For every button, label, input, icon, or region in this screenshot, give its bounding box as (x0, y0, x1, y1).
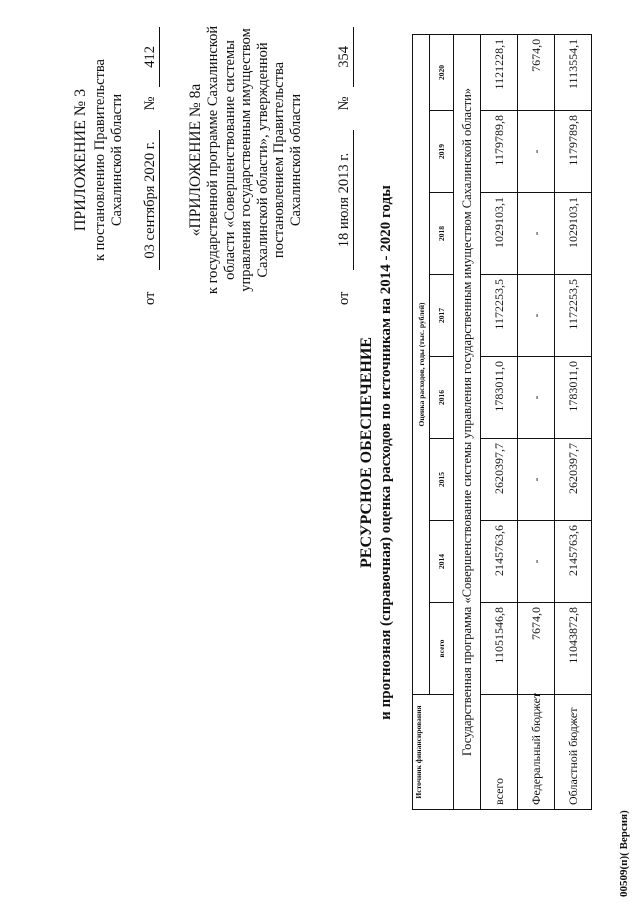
cell-value: - (518, 521, 555, 603)
appendix-8a-number: 354 (336, 27, 354, 87)
appendix-8a-line-4: Сахалинской области», утвержденной (254, 42, 271, 278)
appendix-3-line-2: Сахалинской области (108, 93, 125, 227)
column-header: 2015 (430, 439, 454, 521)
resource-table (412, 34, 592, 810)
appendix-3-date-line (142, 27, 160, 305)
appendix-8a-line-5: постановлением Правительства (271, 61, 287, 259)
document-title: РЕСУРСНОЕ ОБЕСПЕЧЕНИЕ (358, 337, 375, 568)
cell-value: 11051546,8 (481, 603, 518, 695)
cell-value: 2145763,6 (481, 521, 518, 603)
column-header: 2014 (430, 521, 454, 603)
appendix-3-line-1: к постановлению Правительства (92, 59, 108, 261)
appendix-3-number: 412 (142, 27, 160, 87)
cell-value: 2145763,6 (555, 521, 592, 603)
cell-value: 1179789,8 (555, 111, 592, 193)
cell-value: 1783011,0 (555, 357, 592, 439)
cell-value: 1172253,5 (555, 275, 592, 357)
table-row (518, 34, 555, 809)
appendix-8a-line-1: к государственной программе Сахалинской (205, 25, 221, 295)
cell-value: - (518, 193, 555, 275)
cell-value: 2620397,7 (555, 439, 592, 521)
row-label: Областной бюджет (555, 695, 592, 810)
program-name: Государственная программа «Совершенствование системы управления государственным имуществом Сахалинской области» (454, 34, 481, 809)
document-subtitle: и прогнозная (справочная) оценка расходов по источникам на 2014 - 2020 годы (378, 185, 394, 720)
row-label: всего (481, 695, 518, 810)
appendix-8a-prefix: от (336, 291, 352, 305)
appendix-8a-line-3: управления государственным имуществом (238, 28, 254, 292)
cell-value: - (518, 357, 555, 439)
appendix-3-title: ПРИЛОЖЕНИЕ № 3 (72, 88, 89, 232)
estimate-header: Оценка расходов, годы (тыс. рублей) (413, 34, 430, 694)
appendix-3-num-sign: № (142, 96, 158, 111)
cell-value: - (518, 439, 555, 521)
column-header: 2017 (430, 275, 454, 357)
table-header-row (413, 34, 430, 809)
appendix-8a-title: «ПРИЛОЖЕНИЕ № 8а (187, 83, 204, 237)
cell-value: 1121228,1 (481, 34, 518, 110)
footer-version: 00509(п)( Версия) (618, 810, 630, 897)
appendix-3-prefix: от (142, 291, 158, 305)
appendix-8a-line-6: Сахалинской области (287, 93, 304, 227)
table-year-row (430, 34, 454, 809)
cell-value: 1172253,5 (481, 275, 518, 357)
cell-value: 1783011,0 (481, 357, 518, 439)
cell-value: 7674,0 (518, 34, 555, 110)
table-row (555, 34, 592, 809)
cell-value: 1029103,1 (555, 193, 592, 275)
cell-value: 2620397,7 (481, 439, 518, 521)
cell-value: 1179789,8 (481, 111, 518, 193)
cell-value: 7674,0 (518, 603, 555, 695)
program-row (454, 34, 481, 809)
column-header: 2018 (430, 193, 454, 275)
source-header: Источник финансирования (413, 695, 454, 810)
column-header: 2020 (430, 34, 454, 110)
table-row (481, 34, 518, 809)
appendix-8a-date-line (336, 27, 354, 305)
appendix-8a-date: 18 июля 2013 г. (336, 130, 354, 270)
cell-value: 1113554,1 (555, 34, 592, 110)
appendix-3-date: 03 сентября 2020 г. (142, 130, 160, 270)
cell-value: - (518, 275, 555, 357)
column-header: 2019 (430, 111, 454, 193)
appendix-8a-block (186, 10, 304, 310)
cell-value: - (518, 111, 555, 193)
column-header: 2016 (430, 357, 454, 439)
cell-value: 1029103,1 (481, 193, 518, 275)
row-label: Федеральный бюджет (518, 695, 555, 810)
column-header: всего (430, 603, 454, 695)
appendix-8a-line-2: области «Совершенствование системы (221, 40, 238, 280)
cell-value: 11043872,8 (555, 603, 592, 695)
appendix-8a-num-sign: № (336, 96, 352, 111)
appendix-3-block (70, 10, 125, 310)
